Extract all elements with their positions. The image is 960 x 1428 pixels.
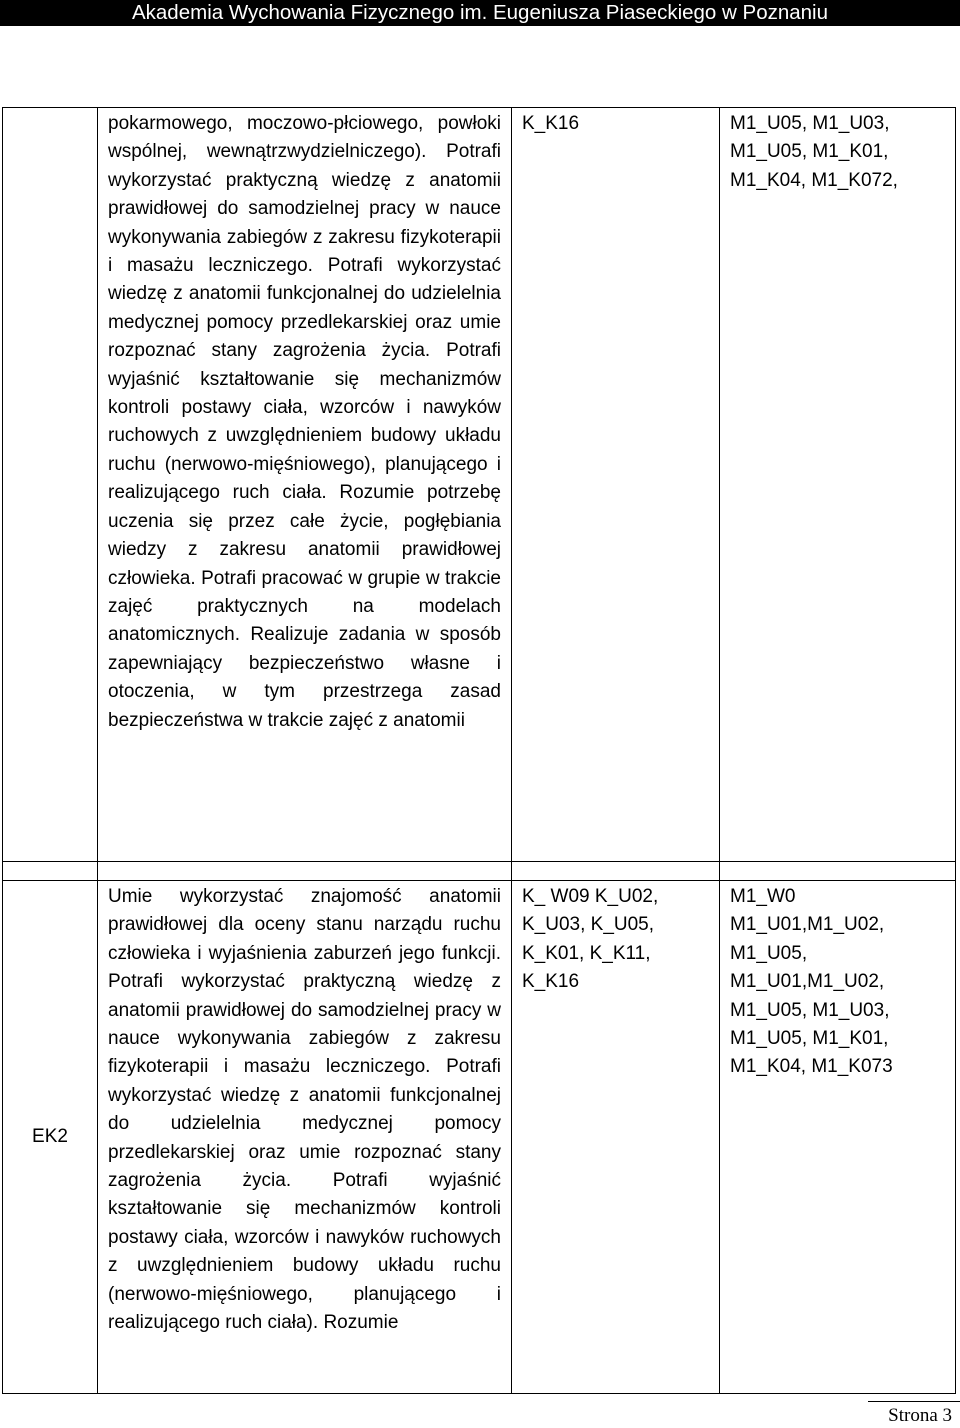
row-description: Umie wykorzystać znajomość anatomii prawidłowej dla oceny stanu narządu ruchu człowieka i wyjaśnienia zaburzeń jego funkcji. Potrafi wykorzystać praktyczną wiedzę z anatomii prawidłowej do samodzielnej pracy w nauce wykonywania zabiegów z zakresu fizykoterapii i masażu leczniczego. Potrafi wykorzystać wiedzę z anatomii funkcjonalnej do udzielelnia medycznej pomocy przedlekarskiej oraz umie rozpoznać stany zagrożenia życia. Potrafi wyjaśnić kształtowanie się mechanizmów kontroli postawy ciała, wzorców i nawyków ruchowych z uwzględnieniem budowy układu ruchu (nerwowo-mięśniowego, planującego i realizującego ruch ciała). Rozumie xyxy=(108,886,501,1334)
area-effects-cell xyxy=(720,108,956,862)
row-description: pokarmowego, moczowo-płciowego, powłoki wspólnej, wewnątrzwydzielniczego). Potrafi wykorzystać praktyczną wiedzę z anatomii prawidłowej do samodzielnej pracy w nauce wykonywania zabiegów z zakresu fizykoterapii i masażu leczniczego. Potrafi wykorzystać wiedzę z anatomii funkcjonalnej do udzielelnia medycznej pomocy przedlekarskiej oraz umie rozpoznać stany zagrożenia życia. Potrafi wyjaśnić kształtowanie się mechanizmów kontroli postawy ciała, wzorców i nawyków ruchowych z uwzględnieniem budowy układu ruchu (nerwowo-mięśniowego), planującego i realizującego ruch ciała. Rozumie potrzebę uczenia się przez całe życie, pogłębiania wiedzy z zakresu anatomii prawidłowej człowieka. Potrafi pracować w grupie w trakcie zajęć praktycznych na modelach anatomicznych. Realizuje zadania w sposób zapewniający bezpieczeństwo własne i otoczenia, w tym przestrzega zasad bezpieczeństwa w trakcie zajęć z anatomii xyxy=(108,113,501,731)
description-cell xyxy=(98,881,512,1394)
separator-cell xyxy=(512,862,720,881)
row-effects: K_ W09 K_U02, K_U03, K_U05, K_K01, K_K11, K_K16 xyxy=(522,886,659,993)
table-row xyxy=(3,881,956,1394)
page-number: Strona 3 xyxy=(888,1405,952,1426)
footer-divider xyxy=(868,1401,960,1402)
row-label-cell xyxy=(3,108,98,862)
row-area-effects: M1_U05, M1_U03, M1_U05, M1_K01, M1_K04, M1_K072, xyxy=(730,113,898,191)
separator-cell xyxy=(3,862,98,881)
row-effects: K_K16 xyxy=(522,113,580,134)
effects-cell xyxy=(512,108,720,862)
area-effects-cell xyxy=(720,881,956,1394)
effects-cell xyxy=(512,881,720,1394)
row-separator xyxy=(3,862,956,881)
table-row xyxy=(3,108,956,862)
learning-outcomes-table xyxy=(2,107,956,1394)
description-cell xyxy=(98,108,512,862)
header-title: Akademia Wychowania Fizycznego im. Eugeniusza Piaseckiego w Poznaniu xyxy=(131,1,829,24)
separator-cell xyxy=(98,862,512,881)
separator-cell xyxy=(720,862,956,881)
document-header xyxy=(0,0,960,26)
row-area-effects: M1_W0 M1_U01,M1_U02, M1_U05, M1_U01,M1_U02, M1_U05, M1_U03, M1_U05, M1_K01, M1_K04, M1_K073 xyxy=(730,886,893,1078)
row-label: EK2 xyxy=(32,1125,68,1147)
row-label-cell xyxy=(3,881,98,1394)
